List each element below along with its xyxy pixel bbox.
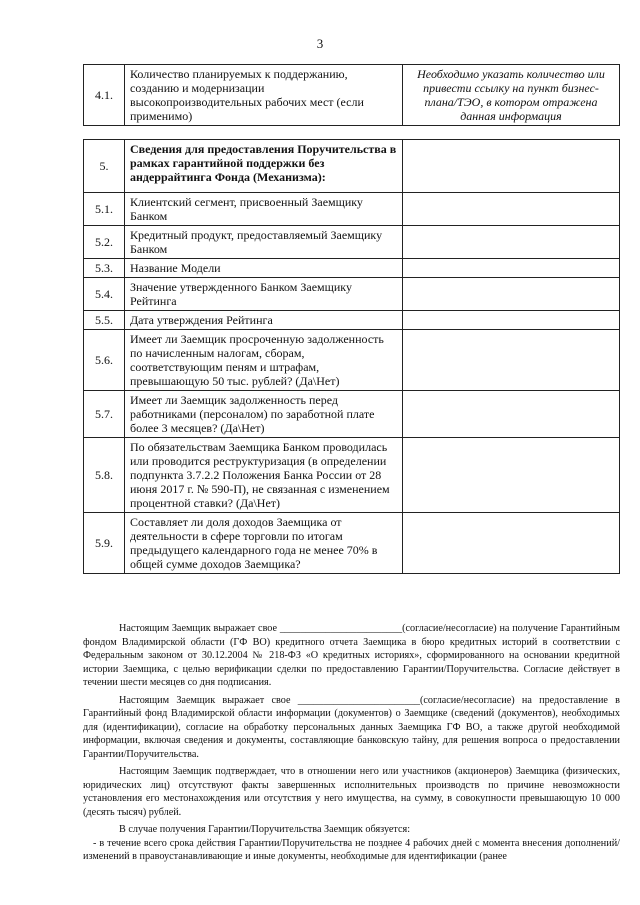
row-text: Клиентский сегмент, присвоенный Заемщику Банком <box>125 193 403 226</box>
row-text: Имеет ли Заемщик задолженность перед работниками (персоналом) по заработной плате более 3 месяцев? (Да\Нет) <box>125 391 403 438</box>
table-row <box>84 65 620 126</box>
answer-cell <box>403 513 620 574</box>
table-row <box>84 513 620 574</box>
answer-cell <box>403 193 620 226</box>
table-row <box>84 140 620 193</box>
table-row <box>84 391 620 438</box>
answer-cell <box>403 140 620 193</box>
legal-text <box>83 622 620 864</box>
row-number: 5.9. <box>84 513 125 574</box>
row-text: Кредитный продукт, предоставляемый Заемщику Банком <box>125 226 403 259</box>
row-number: 5.2. <box>84 226 125 259</box>
answer-cell <box>403 391 620 438</box>
table-row <box>84 330 620 391</box>
row-number: 5.1. <box>84 193 125 226</box>
table-section-5 <box>83 139 620 574</box>
answer-cell <box>403 278 620 311</box>
paragraph-obligation-item: - в течение всего срока действия Гарантии/Поручительства не позднее 4 рабочих дней с момента внесения дополнений/изменений в правоустанавливающие и иные документы, необходимые для идентификации (ранее <box>83 837 620 862</box>
row-text: По обязательствам Заемщика Банком проводилась или проводится реструктуризация (в определении подпункта 3.7.2.2 Положения Банка России от 28 июня 2017 г. № 590-П), не связанная с изменением процентной ставки? (Да\Нет) <box>125 438 403 513</box>
paragraph-consent-info: Настоящим Заемщик выражает свое ________________________(согласие/несогласие) на предоставление в Гарантийный фонд Владимирской области информации (документов) о Заемщике (сведений (документов), необходимых для (идентификации), согласие на обработку персональных данных Заемщика ГФ ВО, а также другой необходимой информации, включая сведения и документы, составляющие банковскую тайну, для решения вопроса о предоставлении Гарантии/Поручительства. <box>83 694 620 760</box>
table-row <box>84 311 620 330</box>
table-row <box>84 278 620 311</box>
paragraph-obligations-intro: В случае получения Гарантии/Поручительства Заемщик обязуется: <box>119 824 411 835</box>
row-number: 5.3. <box>84 259 125 278</box>
row-number: 5.7. <box>84 391 125 438</box>
table-part-1 <box>83 64 620 126</box>
row-number: 5.5. <box>84 311 125 330</box>
row-number: 5. <box>84 140 125 193</box>
row-number: 5.6. <box>84 330 125 391</box>
paragraph-consent-credit-report: Настоящим Заемщик выражает свое ________________________(согласие/несогласие) на получение Гарантийным фондом Владимирской области (ГФ ВО) кредитного отчета Заемщика в бюро кредитных историй в соответствии с Федеральным законом от 30.12.2004 № 218-ФЗ «О кредитных историях», сформированного на основании кредитной истории Заемщика, с целью верификации сделки по предоставлению Гарантии/Поручительства. Согласие действует в течении шести месяцев со дня подписания. <box>83 623 620 688</box>
answer-cell <box>403 438 620 513</box>
row-number: 5.8. <box>84 438 125 513</box>
row-note: Необходимо указать количество или привести ссылку на пункт бизнес-плана/ТЭО, в котором отражена данная информация <box>403 65 620 126</box>
row-text: Название Модели <box>125 259 403 278</box>
answer-cell <box>403 259 620 278</box>
row-number: 4.1. <box>84 65 125 126</box>
paragraph-confirmation: Настоящим Заемщик подтверждает, что в отношении него или участников (акционеров) Заемщика (физических, юридических лиц) отсутствуют факты завершенных исполнительных производств по причине невозможности установления его местонахождения или отсутствия у него имущества, на сумму, в совокупности превышающую 10 000 (десять тысяч) рублей. <box>83 766 620 818</box>
answer-cell <box>403 226 620 259</box>
table-row <box>84 438 620 513</box>
row-text: Количество планируемых к поддержанию, созданию и модернизации высокопроизводительных рабочих мест (если применимо) <box>125 65 403 126</box>
row-text: Дата утверждения Рейтинга <box>125 311 403 330</box>
page-number: 3 <box>316 36 324 51</box>
answer-cell <box>403 330 620 391</box>
row-number: 5.4. <box>84 278 125 311</box>
table-row <box>84 193 620 226</box>
row-text: Составляет ли доля доходов Заемщика от деятельности в сфере торговли по итогам предыдущего календарного года не менее 70% в общей сумме доходов Заемщика? <box>125 513 403 574</box>
row-text: Имеет ли Заемщик просроченную задолженность по начисленным налогам, сборам, соответствующим пеням и штрафам, превышающую 50 тыс. рублей? (Да\Нет) <box>125 330 403 391</box>
answer-cell <box>403 311 620 330</box>
table-row <box>84 259 620 278</box>
section-title: Сведения для предоставления Поручительства в рамках гарантийной поддержки без андеррайтинга Фонда (Механизма): <box>125 140 403 193</box>
table-row <box>84 226 620 259</box>
row-text: Значение утвержденного Банком Заемщику Рейтинга <box>125 278 403 311</box>
